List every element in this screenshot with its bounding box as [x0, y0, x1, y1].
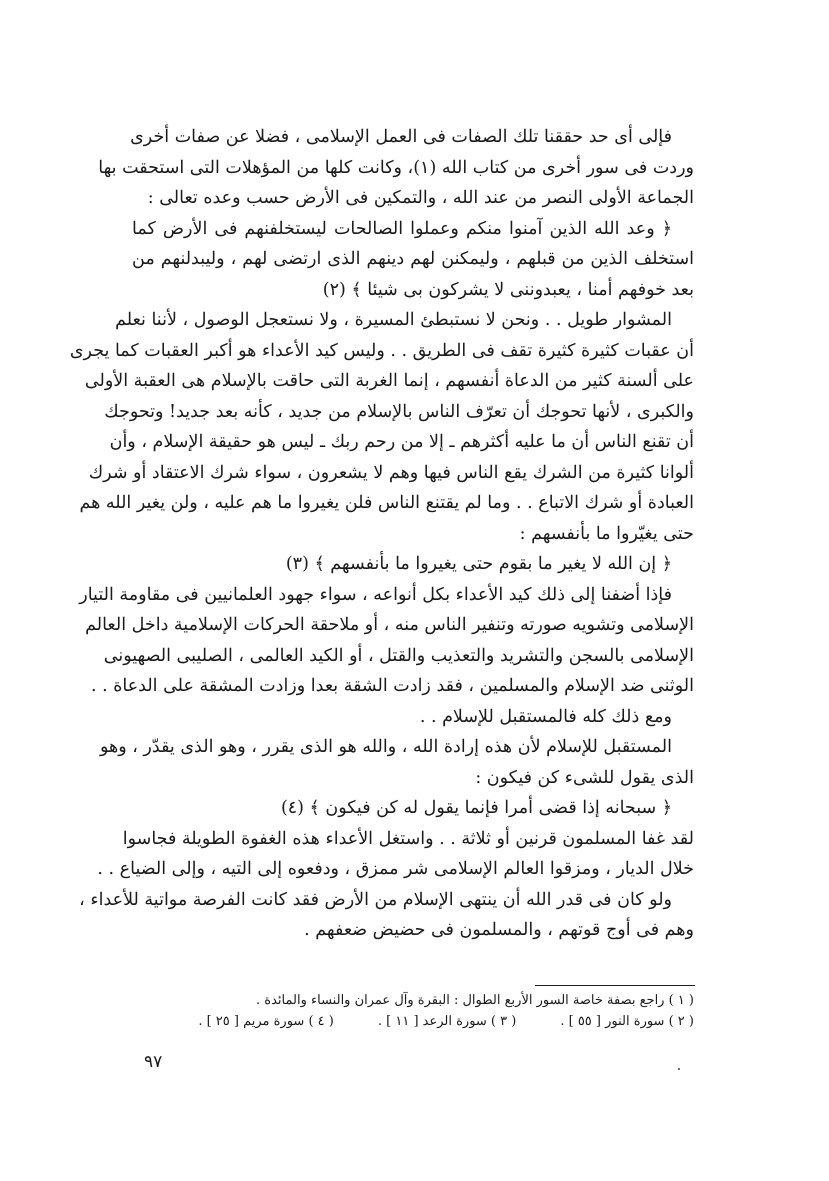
footnote-4: ( ٤ ) سورة مريم [ ٢٥ ] .: [198, 1014, 334, 1029]
text-line: المشوار طويل . . ونحن لا نستبطئ المسيرة ، ولا نستعجل الوصول ، لأننا نعلم: [115, 310, 672, 330]
text-line: فإذا أضفنا إلى ذلك كيد الأعداء بكل أنواعه ، سواء جهود العلمانيين فى مقاومة التيار: [79, 584, 672, 605]
text-line: ألوانا كثيرة من الشرك يقع الناس فيها وهم لا يشعرون ، سواء شرك الاعتقاد أو شرك: [88, 462, 694, 483]
text-line: فإلى أى حد حققنا تلك الصفات فى العمل الإسلامى ، فضلا عن صفات أخرى: [130, 127, 672, 147]
text-line: وهم فى أوج قوتهم ، والمسلمون فى حضيض ضعفهم .: [304, 920, 694, 940]
text-line: أن عقبات كثيرة كثيرة تقف فى الطريق . . وليس كيد الأعداء هو أكبر العقبات كما يجرى: [69, 340, 694, 361]
text-line: الجماعة الأولى النصر من عند الله ، والتمكين فى الأرض حسب وعده تعالى :: [147, 188, 694, 208]
text-line: والكبرى ، لأنها تحوجك أن تعرّف الناس بالإسلام من جديد ، كأنه بعد جديد! وتحوجك: [104, 401, 694, 422]
page-number: ٩٧: [144, 1052, 163, 1072]
body-text: [69, 122, 694, 946]
quran-verse-line: بعد خوفهم أمنا ، يعبدوننى لا يشركون بى شيئا ﴾ (٢): [322, 279, 694, 300]
quran-verse-line: ﴿ سبحانه إذا قضى أمرا فإنما يقول له كن فيكون ﴾ (٤): [280, 798, 672, 818]
text-line: لقد غفا المسلمون قرنين أو ثلاثة . . واستغل الأعداء هذه الغفوة الطويلة فجاسوا: [122, 828, 694, 849]
text-line: ومع ذلك كله فالمستقبل للإسلام . .: [419, 706, 672, 727]
quran-verse-line: ﴿ وعد الله الذين آمنوا منكم وعملوا الصالحات ليستخلفنهم فى الأرض كما: [132, 218, 672, 239]
text-line: ولو كان فى قدر الله أن ينتهى الإسلام من الأرض فقد كانت الفرصة مواتية للأعداء ،: [79, 889, 672, 910]
text-line: الذى يقول للشىء كن فيكون :: [475, 767, 694, 788]
text-line: أن تقنع الناس أن ما عليه أكثرهم ـ إلا من رحم ربك ـ ليس هو حقيقة الإسلام ، وأن: [109, 432, 694, 452]
footnotes: [132, 990, 694, 1032]
text-line: العبادة أو شرك الاتباع . . وما لم يقتنع الناس فلن يغيروا ما هم عليه ، ولن يغير الله هم: [79, 493, 694, 513]
print-dot: [678, 1068, 680, 1070]
text-line: خلال الديار ، ومزقوا العالم الإسلامى شر ممزق ، ودفعوه إلى التيه ، وإلى الضياع . .: [97, 859, 694, 879]
text-line: وردت فى سور أخرى من كتاب الله (١)، وكانت كلها من المؤهلات التى استحقت بها: [98, 157, 694, 178]
text-line: على ألسنة كثير من الدعاة أنفسهم ، إنما الغربة التى حاقت بالإسلام هى العقبة الأولى: [84, 371, 694, 391]
quran-verse-line: ﴿ إن الله لا يغير ما بقوم حتى يغيروا ما بأنفسهم ﴾ (٣): [285, 554, 672, 574]
text-line: الإسلامى بالسجن والتشريد والتعذيب والقتل ، أو الكيد العالمى ، الصليبى الصهيونى: [103, 645, 694, 666]
text-line: الوثنى ضد الإسلام والمسلمين ، فقد زادت الشقة بعدا وزادت المشقة على الدعاة . .: [90, 676, 694, 696]
text-line: المستقبل للإسلام لأن هذه إرادة الله ، والله هو الذى يقرر ، وهو الذى يقدّر ، وهو: [99, 737, 672, 757]
footnote-line: ( ١ ) راجع بصفة خاصة السور الأربع الطوال : البقرة وآل عمران والنساء والمائدة .: [256, 993, 694, 1008]
text-line: حتى يغيّروا ما بأنفسهم :: [519, 523, 694, 544]
footnote-divider: [535, 985, 695, 986]
text-line: الإسلامى وتشويه صورته وتنفير الناس منه ، أو ملاحقة الحركات الإسلامية داخل العالم: [85, 615, 694, 635]
footnote-3: ( ٣ ) سورة الرعد [ ١١ ] .: [377, 1014, 517, 1029]
footnote-line: [132, 1011, 694, 1032]
quran-verse-line: استخلف الذين من قبلهم ، وليمكنن لهم دينهم الذى ارتضى لهم ، وليبدلنهم من: [132, 249, 694, 269]
footnote-2: ( ٢ ) سورة النور [ ٥٥ ] .: [560, 1014, 694, 1029]
